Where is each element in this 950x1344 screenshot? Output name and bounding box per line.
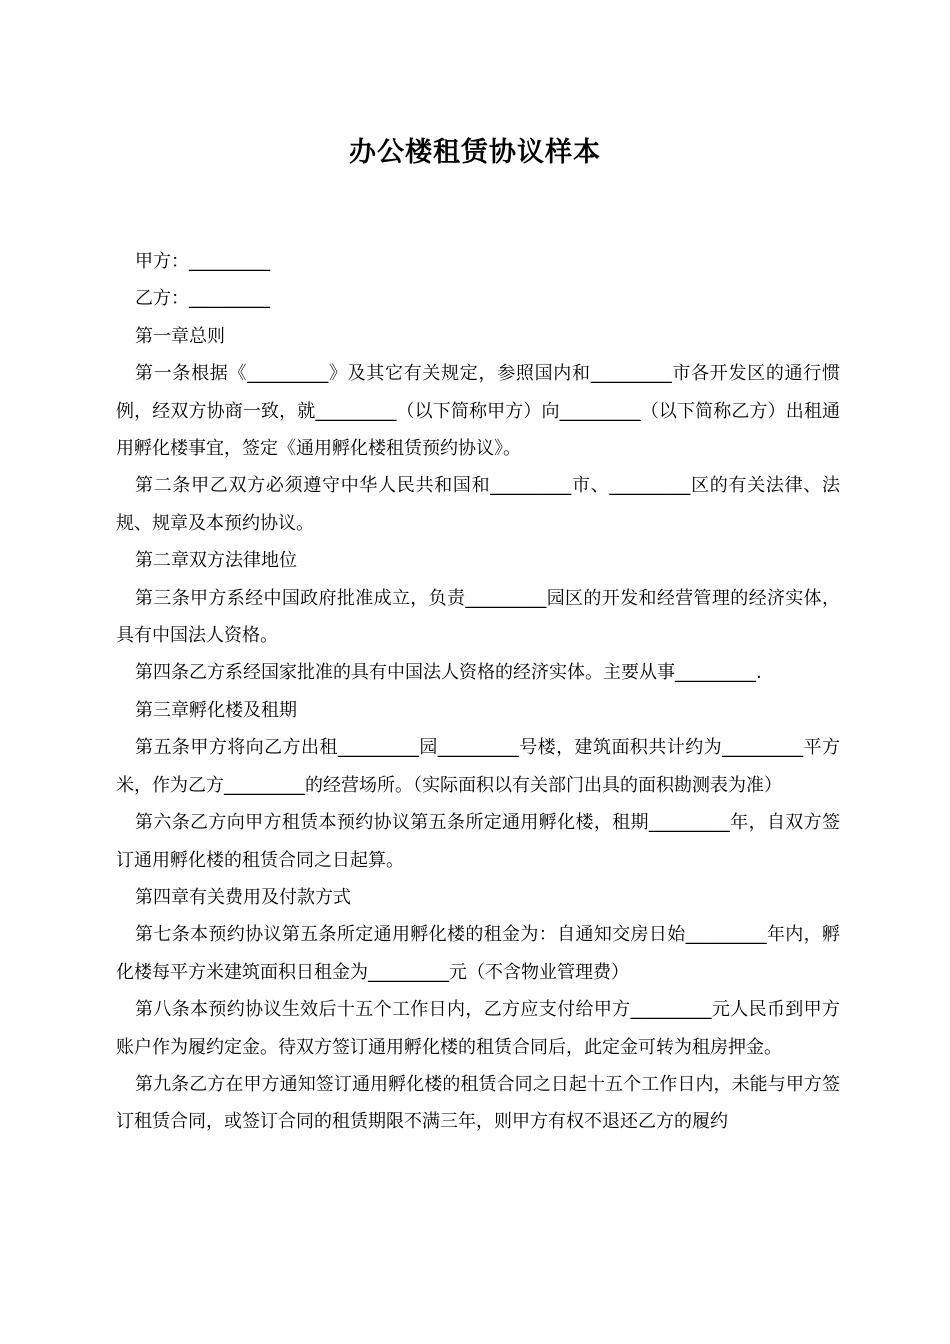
article-paragraph: 第八条本预约协议生效后十五个工作日内，乙方应支付给甲方_________元人民币到甲方账户作为履约定金。待双方签订通用孵化楼的租赁合同后，此定金可转为租房押金。 <box>116 999 840 1058</box>
article-paragraph: 第四条乙方系经国家批准的具有中国法人资格的经济实体。主要从事_________. <box>135 662 762 684</box>
chapter-heading: 第四章有关费用及付款方式 <box>135 886 351 908</box>
document-title: 办公楼租赁协议样本 <box>349 137 601 168</box>
party-a-line: 甲方：_________ <box>135 251 270 272</box>
article-paragraph: 第三条甲方系经中国政府批准成立，负责_________园区的开发和经营管理的经济实体，具有中国法人资格。 <box>116 587 840 647</box>
chapter-heading: 第三章孵化楼及租期 <box>135 699 297 721</box>
article-paragraph: 第九条乙方在甲方通知签订通用孵化楼的租赁合同之日起十五个工作日内，未能与甲方签订租赁合同，或签订合同的租赁期限不满三年，则甲方有权不退还乙方的履约 <box>116 1073 840 1133</box>
article-paragraph: 第五条甲方将向乙方出租_________园_________号楼，建筑面积共计约为_________平方米，作为乙方_________的经营场所。（实际面积以有关部门出具的面积勘测表为准） <box>116 737 840 796</box>
party-b-line: 乙方：_________ <box>135 288 270 310</box>
document-body <box>116 243 840 1141</box>
article-paragraph: 第一条根据《_________》及其它有关规定，参照国内和_________市各开发区的通行惯例，经双方协商一致，就_________（以下简称甲方）向_________（以下简称乙方）出租通用孵化楼事宜，签定《通用孵化楼租赁预约协议》。 <box>116 363 840 460</box>
chapter-heading: 第一章总则 <box>135 325 225 347</box>
article-paragraph: 第六条乙方向甲方租赁本预约协议第五条所定通用孵化楼，租期_________年，自双方签订通用孵化楼的租赁合同之日起算。 <box>116 812 840 871</box>
article-paragraph: 第二条甲乙双方必须遵守中华人民共和国和_________市、_________区的有关法律、法规、规章及本预约协议。 <box>116 475 840 534</box>
article-paragraph: 第七条本预约协议第五条所定通用孵化楼的租金为：自通知交房日始_________年内，孵化楼每平方米建筑面积日租金为_________元（不含物业管理费） <box>116 924 840 983</box>
chapter-heading: 第二章双方法律地位 <box>135 550 297 572</box>
